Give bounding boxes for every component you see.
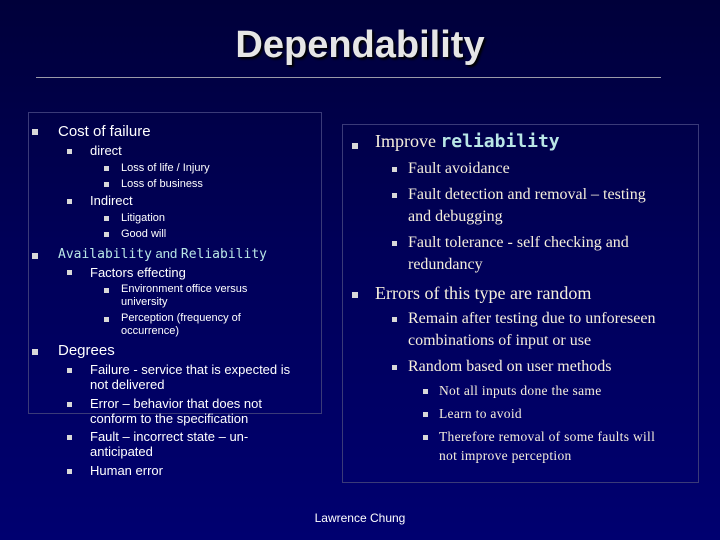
square-bullet-icon	[423, 412, 428, 417]
square-bullet-icon	[392, 365, 397, 370]
reliability-word: Reliability	[180, 247, 267, 262]
degree-error-line1: Error – behavior that does not	[90, 396, 262, 411]
square-bullet-icon	[67, 199, 72, 204]
square-bullet-icon	[104, 232, 109, 237]
factor-perception-line2: occurrence)	[121, 325, 180, 337]
square-bullet-icon	[32, 253, 38, 259]
degree-failure-line2: not delivered	[90, 377, 165, 392]
fault-tolerance-line2: redundancy	[408, 256, 483, 273]
availability-reliability-heading	[58, 246, 267, 262]
fault-detection-line1: Fault detection and removal – testing	[408, 186, 646, 203]
degree-fault-line1: Fault – incorrect state – un-	[90, 429, 249, 444]
cost-of-failure-label: Cost of failure	[58, 123, 151, 140]
degrees-label: Degrees	[58, 342, 115, 359]
square-bullet-icon	[67, 402, 72, 407]
square-bullet-icon	[104, 166, 109, 171]
direct-item-loss-of-business: Loss of business	[121, 178, 203, 190]
square-bullet-icon	[423, 435, 428, 440]
square-bullet-icon	[423, 389, 428, 394]
square-bullet-icon	[104, 317, 109, 322]
fault-avoidance: Fault avoidance	[408, 160, 510, 177]
indirect-item-good-will: Good will	[121, 228, 167, 240]
factor-perception-line1: Perception (frequency of	[121, 312, 241, 324]
indirect-item-litigation: Litigation	[121, 212, 166, 224]
square-bullet-icon	[352, 292, 358, 298]
indirect-label: Indirect	[90, 193, 133, 208]
square-bullet-icon	[67, 469, 72, 474]
slide-title: Dependability	[235, 24, 485, 66]
factor-environment-line1: Environment office versus	[121, 283, 248, 295]
square-bullet-icon	[32, 349, 38, 355]
sub-therefore-line2: not improve perception	[439, 448, 572, 463]
availability-word: Availability	[58, 247, 152, 262]
degree-error-line2: conform to the specification	[90, 411, 249, 426]
factor-environment-line2: university	[121, 296, 168, 308]
square-bullet-icon	[67, 435, 72, 440]
sub-learn-to-avoid: Learn to avoid	[439, 406, 522, 421]
errors-random: Errors of this type are random	[375, 283, 592, 303]
square-bullet-icon	[67, 270, 72, 275]
random-user-methods: Random based on user methods	[408, 358, 612, 375]
square-bullet-icon	[392, 167, 397, 172]
fault-tolerance-line1: Fault tolerance - self checking and	[408, 234, 629, 251]
title-divider	[36, 77, 661, 78]
remain-line1: Remain after testing due to unforeseen	[408, 310, 656, 327]
square-bullet-icon	[104, 182, 109, 187]
factors-effecting-label: Factors effecting	[90, 265, 186, 280]
sub-therefore-line1: Therefore removal of some faults will	[439, 429, 656, 444]
direct-item-loss-of-life: Loss of life / Injury	[121, 162, 210, 174]
sub-not-all-inputs: Not all inputs done the same	[439, 383, 602, 398]
degree-fault-line2: anticipated	[90, 444, 153, 459]
footer-author: Lawrence Chung	[314, 511, 406, 525]
reliability-word: reliability	[440, 131, 560, 152]
improve-reliability-heading	[375, 131, 560, 152]
remain-line2: combinations of input or use	[408, 332, 592, 349]
square-bullet-icon	[104, 216, 109, 221]
square-bullet-icon	[392, 193, 397, 198]
square-bullet-icon	[67, 149, 72, 154]
direct-label: direct	[90, 143, 122, 158]
square-bullet-icon	[104, 288, 109, 293]
degree-failure-line1: Failure - service that is expected is	[90, 362, 291, 377]
square-bullet-icon	[67, 368, 72, 373]
square-bullet-icon	[392, 317, 397, 322]
and-word: and	[155, 246, 178, 261]
square-bullet-icon	[352, 143, 358, 149]
square-bullet-icon	[392, 241, 397, 246]
fault-detection-line2: and debugging	[408, 208, 503, 225]
square-bullet-icon	[32, 129, 38, 135]
improve-word: Improve	[375, 131, 436, 151]
degree-human-error: Human error	[90, 463, 163, 478]
